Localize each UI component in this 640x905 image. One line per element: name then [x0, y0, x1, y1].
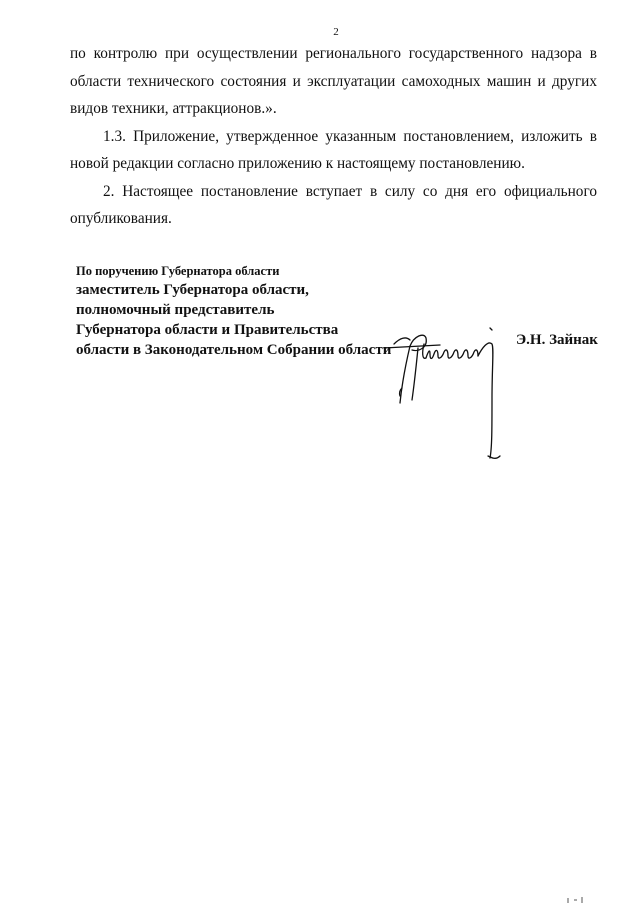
page-number: 2: [333, 26, 339, 38]
handwritten-signature: [380, 308, 510, 478]
scan-mark: [565, 896, 585, 904]
continuation-paragraph: по контролю при осуществлении регионального государственного надзора в области технического состояния и эксплуатации самоходных машин и других видов техники, аттракционов.».: [70, 45, 597, 117]
document-body: [70, 40, 597, 233]
paragraph-2: 2. Настоящее постановление вступает в силу со дня его официального опубликования.: [70, 182, 597, 227]
signatory-line-5: области в Законодательном Собрании области: [76, 342, 392, 358]
signatory-line-2: заместитель Губернатора области,: [76, 282, 309, 298]
signatory-name: Э.Н. Зайнак: [516, 332, 598, 348]
paragraph-1-3: 1.3. Приложение, утвержденное указанным постановлением, изложить в новой редакции согласно приложению к настоящему постановлению.: [70, 127, 597, 172]
signatory-line-4: Губернатора области и Правительства: [76, 322, 339, 338]
signatory-line-3: полномочный представитель: [76, 302, 275, 318]
signatory-block: [76, 262, 391, 360]
signatory-line-1: По поручению Губернатора области: [76, 264, 280, 278]
